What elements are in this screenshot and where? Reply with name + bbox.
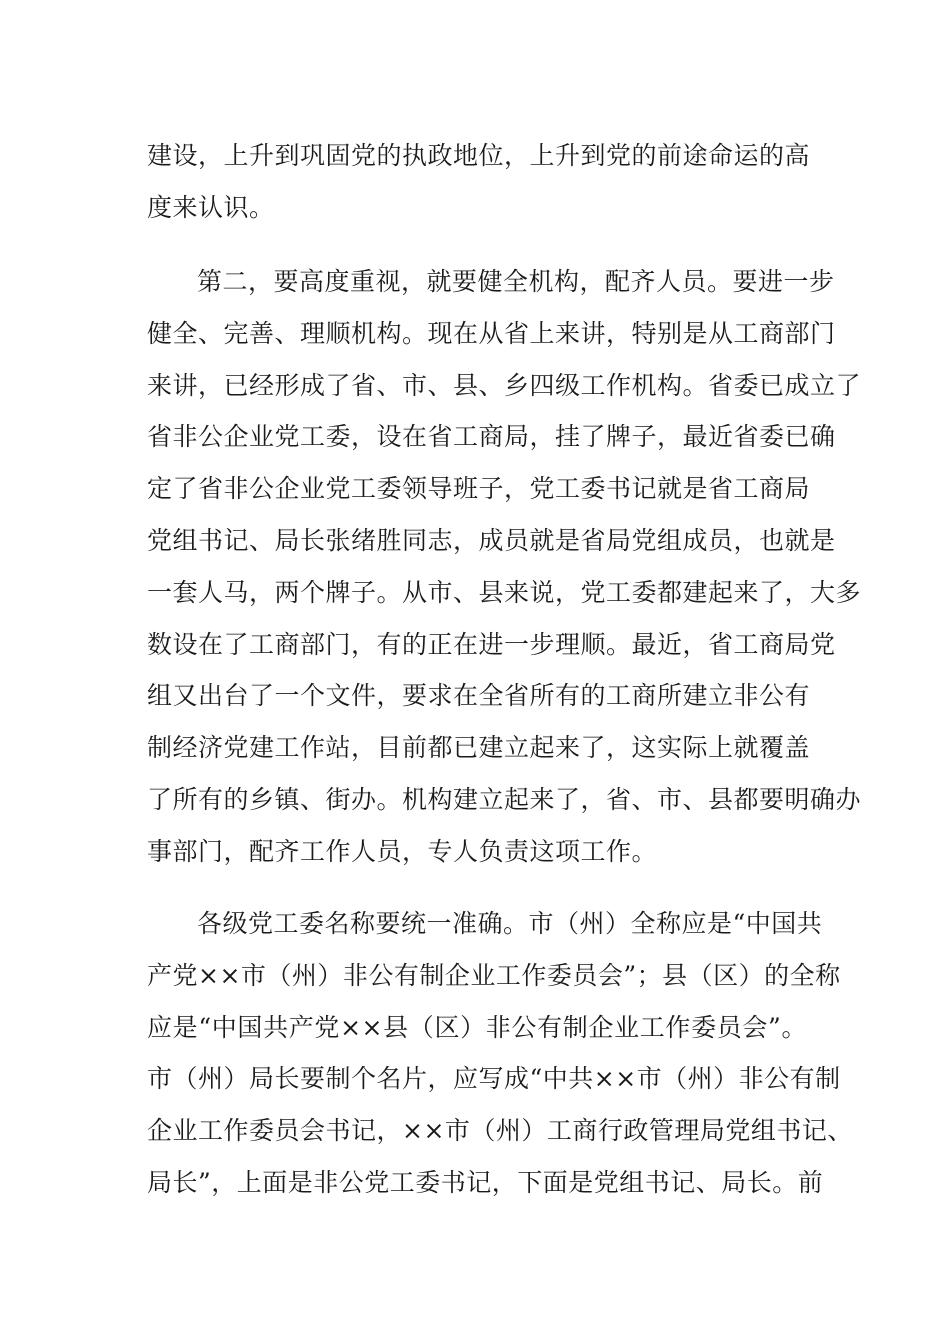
text-line: 省非公企业党工委，设在省工商局，挂了牌子，最近省委已确 [147,422,836,452]
text-line: 定了省非公企业党工委领导班子，党工委书记就是省工商局 [147,474,811,504]
text-line: 一套人马，两个牌子。从市、县来说，党工委都建起来了，大多 [147,577,862,607]
text-line: 制经济党建工作站，目前都已建立起来了，这实际上就覆盖 [147,733,811,763]
text-line: 数设在了工商部门，有的正在进一步理顺。最近，省工商局党 [147,629,836,659]
text-line: 组又出台了一个文件，要求在全省所有的工商所建立非公有 [147,681,811,711]
text-line: 局长”，上面是非公党工委书记，下面是党组书记、局长。前 [147,1167,824,1197]
text-line: 企业工作委员会书记，××市（州）工商行政管理局党组书记、 [147,1116,853,1146]
text-line: 来讲，已经形成了省、市、县、乡四级工作机构。省委已成立了 [147,370,862,400]
text-line: 产党××市（州）非公有制企业工作委员会”；县（区）的全称 [147,960,841,990]
text-line: 健全、完善、理顺机构。现在从省上来讲，特别是从工商部门 [147,318,836,348]
text-line: 事部门，配齐工作人员，专人负责这项工作。 [147,836,658,866]
text-line: 党组书记、局长张绪胜同志，成员就是省局党组成员，也就是 [147,525,836,555]
text-line: 应是“中国共产党××县（区）非公有制企业工作委员会”。 [147,1012,807,1042]
paragraph-2 [147,256,862,878]
paragraph-1 [147,130,811,234]
text-line: 了所有的乡镇、街办。机构建立起来了，省、市、县都要明确办 [147,784,862,814]
text-line: 建设，上升到巩固党的执政地位，上升到党的前途命运的高 [147,141,811,170]
text-line: 第二，要高度重视，就要健全机构，配齐人员。要进一步 [197,267,835,296]
text-line: 各级党工委名称要统一准确。市（州）全称应是“中国共 [197,909,823,938]
text-line: 度来认识。 [147,192,275,222]
text-line: 市（州）局长要制个名片，应写成“中共××市（州）非公有制 [147,1064,841,1094]
paragraph-3 [147,898,853,1209]
